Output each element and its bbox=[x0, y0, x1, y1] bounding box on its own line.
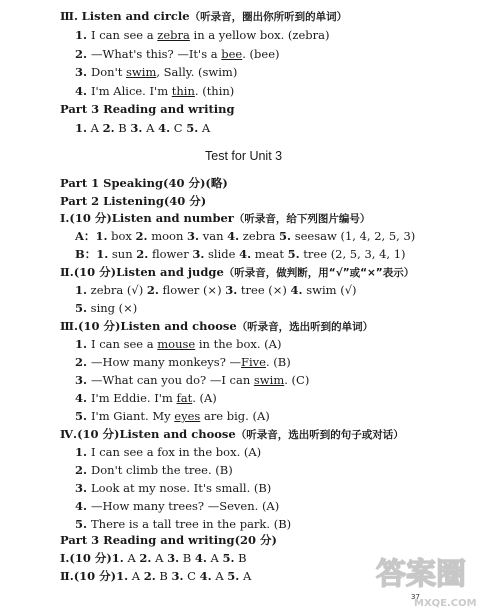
item-text: I'm Alice. I'm bbox=[91, 83, 172, 98]
answer-value: box bbox=[107, 229, 136, 243]
item-number: 3. bbox=[192, 247, 205, 261]
answer-row bbox=[75, 300, 137, 316]
watermark-logo bbox=[370, 548, 498, 610]
item-number: 2. bbox=[143, 569, 156, 583]
answer-value: sun bbox=[108, 247, 137, 261]
item-number: 5. bbox=[227, 569, 240, 583]
item-number: 3. bbox=[167, 551, 180, 565]
answer-row bbox=[60, 550, 247, 566]
underlined-word: mouse bbox=[157, 337, 196, 351]
svg-text:答案圈: 答案圈 bbox=[376, 557, 466, 592]
answer-value: B bbox=[114, 121, 131, 135]
item-text: . (A) bbox=[192, 391, 217, 405]
answer-value: swim (√) bbox=[302, 283, 357, 297]
row-label: B： bbox=[75, 247, 97, 261]
answer-value: tree (2, 5, 3, 4, 1) bbox=[299, 247, 406, 261]
part1-heading: Part 1 Speaking(40 分)(略) bbox=[60, 176, 228, 190]
sentence-item bbox=[75, 64, 237, 80]
answer-value: sing (×) bbox=[87, 301, 138, 315]
underlined-word: Five bbox=[241, 355, 266, 369]
sentence-item bbox=[75, 372, 309, 388]
answer-value: meat bbox=[251, 247, 288, 261]
answer-value: A bbox=[211, 569, 228, 583]
sentence-item bbox=[75, 336, 281, 352]
sentence-item bbox=[75, 27, 329, 43]
item-number: 2. bbox=[146, 283, 159, 297]
sentence-item bbox=[75, 390, 217, 406]
item-text: —How many trees? —Seven. (A) bbox=[91, 499, 280, 513]
item-number: 3. bbox=[130, 121, 143, 135]
answer-value: A bbox=[151, 551, 168, 565]
item-number: 2. bbox=[136, 247, 149, 261]
section-heading-listen-circle: Ⅲ. Listen and circle（听录音，圈出你所听到的单词） bbox=[60, 9, 348, 23]
answer-value: zebra (√) bbox=[87, 283, 147, 297]
item-number: 3. bbox=[225, 283, 238, 297]
item-text: . (thin) bbox=[194, 83, 235, 98]
answer-value: zebra bbox=[239, 229, 280, 243]
sentence-item bbox=[75, 83, 234, 99]
answer-value: flower (×) bbox=[158, 283, 226, 297]
item-number: 1. bbox=[75, 283, 88, 297]
underlined-word: bee bbox=[221, 46, 243, 61]
item-number: 1. bbox=[96, 247, 109, 261]
item-number: 2. bbox=[75, 463, 92, 477]
item-text: , Sally. (swim) bbox=[156, 65, 238, 79]
item-text: Don't bbox=[91, 65, 127, 79]
item-number: 4. bbox=[199, 569, 212, 583]
item-number: 3. bbox=[171, 569, 184, 583]
item-number: 2. bbox=[135, 229, 148, 243]
item-text: Look at my nose. It's small. (B) bbox=[91, 481, 272, 495]
answer-value: A bbox=[198, 121, 211, 135]
svg-text:MXQE.COM: MXQE.COM bbox=[414, 598, 477, 609]
item-number: 1. bbox=[116, 569, 129, 583]
sentence-item bbox=[75, 516, 291, 532]
item-number: 5. bbox=[222, 551, 235, 565]
underlined-word: eyes bbox=[174, 409, 201, 423]
item-number: 3. bbox=[187, 229, 200, 243]
item-text: . (bee) bbox=[242, 46, 280, 61]
item-number: 1. bbox=[75, 121, 88, 135]
item-text: I can see a fox in the box. (A) bbox=[91, 445, 262, 459]
item-text: There is a tall tree in the park. (B) bbox=[91, 517, 292, 531]
answer-row-a bbox=[75, 228, 415, 244]
answer-value: A bbox=[128, 569, 144, 583]
sentence-item bbox=[75, 462, 233, 478]
item-text: —What can you do? —I can bbox=[91, 373, 254, 387]
page-number: 37 bbox=[411, 593, 420, 601]
item-number: 2. bbox=[102, 121, 115, 135]
answer-value: moon bbox=[147, 229, 188, 243]
sentence-item bbox=[75, 354, 291, 370]
item-text: I can see a bbox=[91, 28, 158, 42]
item-number: 4. bbox=[75, 499, 92, 513]
item-text: in the box. (A) bbox=[195, 337, 282, 351]
item-text: I can see a bbox=[91, 337, 158, 351]
answer-value: A bbox=[239, 569, 252, 583]
answer-value: A bbox=[123, 551, 140, 565]
item-number: 3. bbox=[75, 373, 92, 387]
section-heading-listen-judge: Ⅱ.(10 分)Listen and judge（听录音，做判断，用“√”或“×”表示） bbox=[60, 265, 415, 279]
row-label: Ⅰ.(10 分) bbox=[60, 551, 112, 565]
item-number: 4. bbox=[158, 121, 171, 135]
item-number: 1. bbox=[95, 229, 108, 243]
answer-row bbox=[75, 282, 357, 298]
answer-value: B bbox=[155, 569, 172, 583]
item-number: 2. bbox=[75, 46, 92, 61]
item-number: 1. bbox=[75, 28, 92, 42]
item-number: 1. bbox=[111, 551, 124, 565]
section-heading-listen-number: Ⅰ.(10 分)Listen and number（听录音，给下列图片编号） bbox=[60, 211, 371, 225]
item-text: are big. (A) bbox=[200, 409, 270, 423]
item-number: 5. bbox=[75, 301, 88, 315]
item-number: 5. bbox=[186, 121, 199, 135]
answer-value: C bbox=[170, 121, 187, 135]
sentence-item bbox=[75, 408, 270, 424]
item-number: 4. bbox=[227, 229, 240, 243]
section-heading-listen-choose-sentences: Ⅳ.(10 分)Listen and choose（听录音，选出听到的句子或对话） bbox=[60, 427, 404, 441]
item-number: 1. bbox=[75, 445, 92, 459]
underlined-word: fat bbox=[176, 391, 193, 405]
sentence-item bbox=[75, 498, 279, 514]
item-text: . (B) bbox=[265, 355, 291, 369]
answer-value: A bbox=[87, 121, 103, 135]
item-text: I'm Giant. My bbox=[91, 409, 175, 423]
answer-value: B bbox=[179, 551, 195, 565]
item-number: 5. bbox=[75, 409, 92, 423]
answer-value: B bbox=[234, 551, 247, 565]
item-text: . (C) bbox=[284, 373, 310, 387]
sentence-item bbox=[75, 46, 280, 62]
item-number: 4. bbox=[75, 391, 92, 405]
section-heading-listen-choose-words: Ⅲ.(10 分)Listen and choose（听录音，选出听到的单词） bbox=[60, 319, 374, 333]
answer-value: flower bbox=[148, 247, 193, 261]
answer-value: A bbox=[206, 551, 223, 565]
item-number: 5. bbox=[279, 229, 292, 243]
test-title: Test for Unit 3 bbox=[205, 149, 283, 163]
underlined-word: swim bbox=[253, 373, 285, 387]
item-text: —How many monkeys? — bbox=[91, 355, 242, 369]
row-label: Ⅱ.(10 分) bbox=[60, 569, 117, 583]
item-number: 4. bbox=[194, 551, 207, 565]
answer-row bbox=[75, 120, 210, 136]
item-text: Don't climb the tree. (B) bbox=[91, 463, 233, 477]
part3-heading: Part 3 Reading and writing(20 分) bbox=[60, 533, 277, 547]
answer-value: tree (×) bbox=[237, 283, 291, 297]
part2-heading: Part 2 Listening(40 分) bbox=[60, 194, 207, 208]
item-number: 2. bbox=[75, 355, 92, 369]
row-label: A： bbox=[75, 229, 96, 243]
answer-value: seesaw (1, 4, 2, 5, 3) bbox=[291, 229, 416, 243]
underlined-word: swim bbox=[126, 65, 157, 79]
item-number: 4. bbox=[290, 283, 303, 297]
item-number: 5. bbox=[75, 517, 92, 531]
underlined-word: thin bbox=[171, 83, 195, 98]
item-text: in a yellow box. (zebra) bbox=[189, 28, 330, 42]
item-number: 4. bbox=[75, 83, 92, 98]
item-text: —What's this? —It's a bbox=[91, 46, 222, 61]
item-number: 2. bbox=[139, 551, 152, 565]
part3-heading-first: Part 3 Reading and writing bbox=[60, 102, 235, 116]
answer-row bbox=[60, 568, 251, 584]
answer-value: slide bbox=[204, 247, 240, 261]
item-number: 3. bbox=[75, 65, 92, 79]
item-number: 3. bbox=[75, 481, 92, 495]
underlined-word: zebra bbox=[157, 28, 190, 42]
item-number: 4. bbox=[239, 247, 252, 261]
item-number: 5. bbox=[287, 247, 300, 261]
item-text: I'm Eddie. I'm bbox=[91, 391, 177, 405]
answer-row-b bbox=[75, 246, 406, 262]
item-number: 1. bbox=[75, 337, 92, 351]
answer-value: van bbox=[199, 229, 228, 243]
sentence-item bbox=[75, 480, 271, 496]
answer-value: C bbox=[183, 569, 200, 583]
sentence-item bbox=[75, 444, 261, 460]
answer-value: A bbox=[142, 121, 159, 135]
